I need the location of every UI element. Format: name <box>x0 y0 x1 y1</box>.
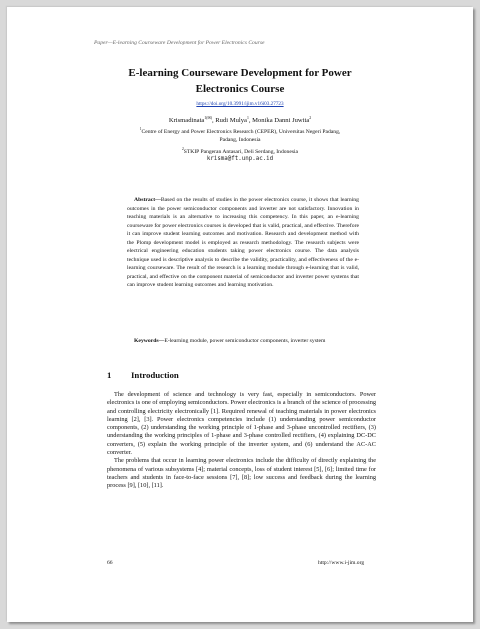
keywords <box>127 337 359 346</box>
author-separator: , <box>211 117 216 125</box>
doi-link[interactable]: https://doi.org/10.3991/ijim.v16i03.27723 <box>196 101 284 107</box>
author-list <box>0 115 480 124</box>
running-head: Paper—E-learning Courseware Development for Power Electronics Course <box>94 40 265 46</box>
keywords-text: E-learning module, power semiconductor components, inverter system <box>164 338 326 344</box>
author-1-affil: 1(✉) <box>204 116 212 120</box>
title-line-1: E-learning Courseware Development for Power <box>128 67 352 79</box>
section-heading <box>107 370 179 380</box>
author-2-affil: 1 <box>246 116 249 120</box>
paragraph-1: The development of science and technology is very fast, especially in semiconductors. Power electronics is one of employing semiconductors. Power electronics is a branch of the science of processing and controlling electricity electronically [1]. Required renewal of teaching materials in power electronics learning [2], [3]. Power electronics competencies include (1) understanding power semiconductor components, (2) understanding the working principle of 1-phase and 3-phase uncontrolled rectifiers, (3) understanding the working principles of 1-phase and 3-phase controlled rectifiers, (4) explaining DC-DC converters, (5) explain the working principle of the inverter system, and (6) understand the AC-AC converter. <box>107 391 376 457</box>
keywords-label: Keywords— <box>134 338 165 344</box>
author-2: Rudi Mulya <box>215 117 247 125</box>
section-number: 1 <box>107 370 112 380</box>
paper-title <box>80 65 400 97</box>
journal-url[interactable]: http://www.i-jim.org <box>318 560 365 566</box>
section-title: Introduction <box>131 370 179 380</box>
affiliation-1-line-2: Padang, Indonesia <box>219 136 261 143</box>
page-number: 66 <box>107 560 113 566</box>
title-line-2: Electronics Course <box>195 83 285 95</box>
affiliation-2-text: STKIP Pangeran Antasari, Deli Serdang, Indonesia <box>183 148 299 155</box>
affiliation-2 <box>0 145 480 156</box>
affiliation-2-mark: 2 <box>181 147 184 151</box>
section-body <box>107 391 376 491</box>
author-3: , Monika Danni Juwita <box>248 117 310 125</box>
paper-page <box>7 7 473 622</box>
paragraph-2: The problems that occur in learning power electronics include the difficulty of directly explaining the phenomena of various subsystems [4]; material concepts, loss of student interest [5], [6]; limited time for teachers and students in face-to-face sessions [7], [8]; low success and feedback during the learning process [9], [10], [11]. <box>107 457 376 490</box>
author-3-affil: 2 <box>309 116 312 120</box>
author-1: Krismadinata <box>168 117 205 125</box>
affiliation-1-line-1: Centre of Energy and Power Electronics Research (CEPER), Universitas Negeri Padang, <box>141 128 341 135</box>
affiliation-1-mark: 1 <box>139 127 142 131</box>
abstract-label: Abstract— <box>134 197 161 203</box>
corresponding-email[interactable]: krisma@ft.unp.ac.id <box>206 156 274 162</box>
abstract-text: Based on the results of studies in the power electronics course, it shows that learning outcomes in the power semiconductor components and inverter are not satisfactory. Innovation in teaching materials is an alternative to increasing this competency. In this paper, an e-learning courseware for power electronics courses is developed that is valid, practical, and effective. Therefore it can improve student learning outcomes and motivation. Research and development method with the Plomp development model is employed as research methodology. The research subjects were electrical engineering education students taking power electronics course. The data analysis technique used is descriptive analysis to describe the validity, practicality, and effectiveness of the e-learning courseware. The result of the research is a learning module through e-learning that is valid, practical, and effective on the component material of semiconductor and inverter power systems that can improve student learning outcomes and learning motivation. <box>127 197 359 288</box>
abstract <box>127 196 359 290</box>
affiliation-1 <box>0 125 480 144</box>
